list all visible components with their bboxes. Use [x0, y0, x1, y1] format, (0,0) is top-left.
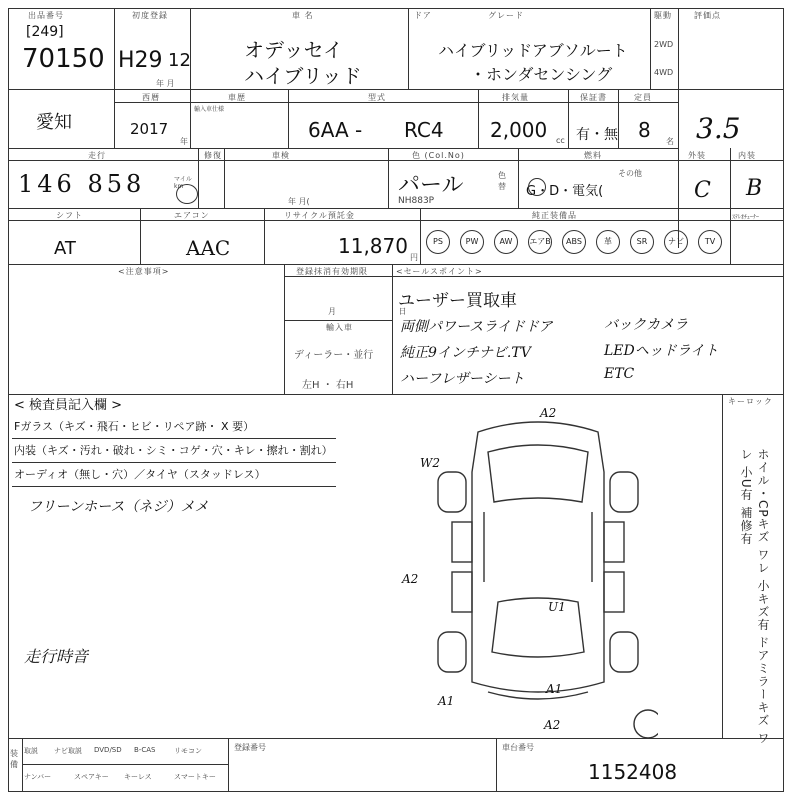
footer-equip-label: 装備: [10, 749, 18, 769]
grade-label: グレード: [488, 11, 524, 20]
first-reg-era: H29: [118, 48, 163, 73]
model-year-unit: 年: [180, 137, 188, 146]
history-label: 車歴: [228, 93, 246, 102]
first-reg-month: 12: [168, 50, 191, 71]
ac: AAC: [186, 236, 231, 260]
displacement: 2,000: [490, 118, 548, 142]
sales-point: ハーフレザーシート: [400, 371, 525, 387]
seats-unit: 名: [666, 137, 674, 146]
equipment-item: SR: [630, 230, 654, 254]
door-label: ドア: [414, 11, 432, 20]
warranty-label: 保証書: [580, 93, 607, 102]
seats-label: 定員: [634, 93, 652, 102]
sales-points-label: <セールスポイント>: [396, 267, 483, 276]
fuel: G・D・電気(: [526, 184, 604, 199]
recycle-unit: 円: [410, 253, 418, 262]
inspector-note-2: 走行時音: [24, 647, 89, 666]
equipment-item: ナビ: [664, 230, 688, 254]
shift: AT: [54, 238, 76, 259]
warranty: 有・無: [576, 127, 618, 143]
car-name-label: 車 名: [292, 11, 314, 20]
grade-line2: ・ホンダセンシング: [470, 65, 613, 84]
model-code-label: 型式: [368, 93, 386, 102]
seats: 8: [638, 118, 651, 142]
import-label: 輸入車: [326, 323, 353, 332]
equipment-item: エアB: [528, 230, 552, 254]
inspector-line1: Fガラス（キズ・飛石・ヒビ・リペア跡・ X 要）: [14, 420, 255, 433]
color: パール: [398, 173, 464, 198]
lot-bracket: [249]: [26, 24, 64, 40]
damage-mark-rear-left: A1: [438, 694, 455, 708]
car-damage-diagram: [418, 402, 658, 742]
equipment-item: AW: [494, 230, 518, 254]
mileage-unit: マイル km: [174, 176, 192, 190]
mileage: 146 858: [18, 170, 146, 198]
footer-item: リモコン: [174, 747, 202, 755]
recycle-fee: 11,870: [338, 234, 408, 258]
damage-mark-windshield: W2: [420, 456, 440, 470]
drive-2wd: 2WD: [654, 40, 674, 49]
year-label: 西暦: [142, 93, 160, 102]
chassis-label: 車台番号: [502, 743, 534, 752]
lot-number-label: 出品番号: [28, 11, 64, 20]
sales-point: 純正9インチナビ.TV: [400, 345, 531, 361]
damage-mark-bumper: A2: [544, 718, 561, 732]
inspection-label: 車検: [272, 151, 290, 160]
displacement-label: 排気量: [502, 93, 529, 102]
repair-label: 修復: [204, 151, 222, 160]
score-label: 評価点: [694, 11, 721, 20]
km-circle-mark: [176, 184, 198, 204]
model-code-b: RC4: [404, 118, 444, 142]
grade-line1: ハイブリッドアブソルート: [438, 41, 628, 60]
damage-mark-roof: U1: [548, 600, 566, 614]
equipment-item: TV: [698, 230, 722, 254]
car-name-line2: ハイブリッド: [244, 64, 362, 88]
equipment-item: PS: [426, 230, 450, 254]
inspector-title: < 検査員記入欄 >: [14, 398, 123, 413]
model-year: 2017: [130, 120, 169, 138]
footer-item: ナビ取説: [54, 747, 82, 755]
score: 3.5: [696, 112, 741, 145]
fuel-other: その他: [618, 169, 642, 178]
import-dealer: ディーラー・並行: [294, 350, 374, 361]
sales-point: LEDヘッドライト: [604, 343, 719, 359]
damage-mark-front: A2: [540, 406, 557, 420]
lot-number: 70150: [22, 44, 105, 74]
footer-item: キーレス: [124, 773, 152, 781]
damage-legend: ホイル・CPキズ ワレ 小キズ有 ドアミラーキズ ワレ 小U有 補修有: [739, 448, 770, 745]
equipment-item: 革: [596, 230, 620, 254]
chassis-number: 1152408: [588, 760, 678, 784]
caution-label: <注意事項>: [118, 267, 170, 276]
ac-label: エアコン: [174, 211, 210, 220]
sales-point: 両側パワースライドドア: [400, 319, 553, 335]
key-lock-label: キーロック: [728, 397, 773, 406]
expiry-units: 月 日: [328, 307, 437, 316]
footer-item: B-CAS: [134, 746, 156, 754]
color-change: 色替: [498, 171, 506, 191]
drive-4wd: 4WD: [654, 68, 674, 77]
first-reg-label: 初度登録: [132, 11, 168, 20]
fuel-label: 燃料: [584, 151, 602, 160]
color-label: 色 (Col.No): [412, 151, 465, 160]
footer-item: スマートキー: [174, 773, 216, 781]
history-sub: 輸入車仕様: [194, 106, 225, 113]
exterior-grade: C: [694, 178, 711, 203]
color-code: NH883P: [398, 196, 435, 206]
sales-point: バックカメラ: [604, 317, 688, 333]
import-side: 左H ・ 右H: [302, 380, 354, 391]
damage-mark-left: A2: [402, 572, 419, 586]
inspector-note-1: フリーンホース（ネジ）メメ: [28, 499, 209, 515]
interior-grade: B: [746, 176, 763, 201]
shift-label: シフト: [56, 211, 83, 220]
fuel-g-circle-mark: [528, 178, 546, 196]
interior-label: 内装: [738, 151, 756, 160]
car-name-line1: オデッセイ: [244, 38, 343, 62]
model-code-a: 6AA -: [308, 118, 363, 142]
inspector-line2: 内装（キズ・汚れ・破れ・シミ・コゲ・穴・キレ・擦れ・割れ）: [14, 444, 333, 457]
mileage-label: 走行: [88, 151, 106, 160]
inspection-units: 年 月(: [288, 197, 310, 206]
drive-label: 駆動: [654, 11, 672, 20]
equipment-item: PW: [460, 230, 484, 254]
first-reg-units: 年 月: [156, 79, 175, 88]
exterior-label: 外装: [688, 151, 706, 160]
inspector-line3: オーディオ（無し・穴）／タイヤ（スタッドレス）: [14, 468, 266, 481]
sales-point: ETC: [604, 366, 635, 382]
footer-item: DVD/SD: [94, 746, 122, 754]
damage-mark-rear: A1: [546, 682, 563, 696]
reg-number-label: 登録番号: [234, 743, 266, 752]
footer-item: ナンバー: [24, 773, 52, 781]
equipment-item: ABS: [562, 230, 586, 254]
displacement-unit: cc: [556, 136, 565, 145]
region: 愛知: [36, 112, 72, 133]
sales-title: ユーザー買取車: [398, 291, 517, 311]
expiry-label: 登録抹消有効期限: [296, 267, 368, 276]
recycle-label: リサイクル預託金: [284, 211, 355, 220]
equipment-sub: ｽﾃﾚｵﾁｭｰﾅｰ: [732, 214, 760, 221]
footer-item: スペアキー: [74, 773, 109, 781]
sheet-frame: [8, 8, 784, 792]
footer-item: 取説: [24, 747, 38, 755]
equipment-label: 純正装備品: [532, 211, 577, 220]
auction-sheet: [8, 8, 784, 792]
